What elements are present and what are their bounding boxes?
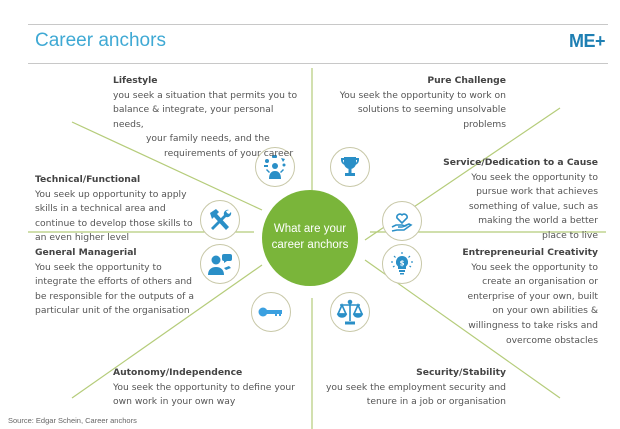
anchor-pure-challenge: Pure Challenge You seek the opportunity to work on solutions to seeming unsolvable problems xyxy=(339,75,506,130)
anchor-technical: Technical/Functional You seek up opportunity to apply skills in a technical area and continue to develop those skills to an even higher level xyxy=(35,174,193,244)
managerial-icon-circle xyxy=(200,244,240,284)
lightbulb-dollar-icon xyxy=(389,251,415,277)
heart-hand-icon xyxy=(389,208,415,234)
svg-text:$: $ xyxy=(399,259,405,268)
pure-challenge-icon-circle xyxy=(330,147,370,187)
technical-icon-circle xyxy=(200,200,240,240)
key-icon xyxy=(258,305,284,319)
source-note: Source: Edgar Schein, Career anchors xyxy=(8,416,137,425)
anchor-security: Security/Stability you seek the employment security and tenure in a job or organisation xyxy=(325,367,506,408)
anchor-lifestyle: Lifestyle you seek a situation that permits you to balance & integrate, your personal needs, your family needs, and the requirements of your career xyxy=(113,74,303,162)
autonomy-icon-circle xyxy=(251,292,291,332)
entrepreneurial-icon-circle xyxy=(382,244,422,284)
anchor-autonomy: Autonomy/Independence You seek the opportunity to define your own work in your own way xyxy=(113,367,295,408)
anchor-managerial: General Managerial You seek the opportunity to integrate the efforts of others and be responsible for the outputs of a particular unit of the organisation xyxy=(35,247,194,317)
center-hub: What are your career anchors xyxy=(262,190,358,286)
anchor-title: Lifestyle xyxy=(113,75,158,86)
security-icon-circle xyxy=(330,292,370,332)
anchor-entrepreneurial: Entrepreneurial Creativity You seek the opportunity to create an organisation or enterprise of your own, built on your own abilities & willingness to take risks and overcome obstacles xyxy=(462,247,598,346)
people-talking-icon xyxy=(206,251,234,277)
service-icon-circle xyxy=(382,201,422,241)
trophy-icon xyxy=(338,155,362,179)
anchor-service: Service/Dedication to a Cause You seek the opportunity to pursue work that achieves something of value, such as making the world a better place to live xyxy=(443,157,598,241)
logo: ME+ xyxy=(568,31,605,51)
hammer-wrench-icon xyxy=(207,207,233,233)
page-title: Career anchors xyxy=(35,30,166,51)
scales-icon xyxy=(336,298,364,326)
